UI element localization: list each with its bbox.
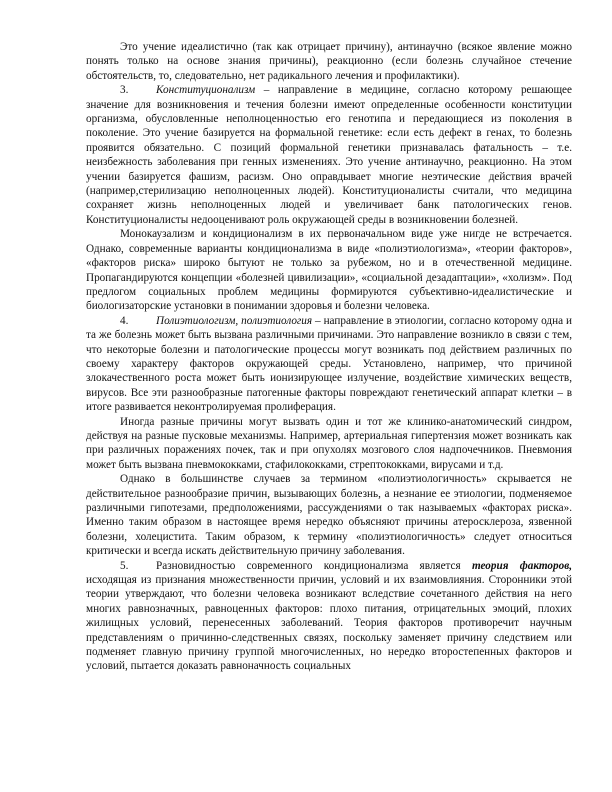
paragraph-text: Иногда разные причины могут вызвать один и тот же клинико-анатомический синдром, действуя на разные пусковые механизмы. Например, артериальная гипертензия может возникать как при различных поражениях почек, так и при опухолях мозгового слоя надпочечников. Пневмония может быть вызвана пневмококками, стафилококками, стрептококками, вирусами и т.д. xyxy=(86,415,572,471)
paragraph-text: – направление в медицине, согласно которому решающее значение для возникновения и течения болезни имеют определенные особенности конституции организма, обусловленные неполноценностью его генотипа и передающиеся из поколения в поколение. Это учение базируется на формальной генетике: если есть дефект в генах, то болезнь проявится обязательно. С позиций формальной генетики признавалась фатальность – т.е. неизбежность заболевания при генных изменениях. Это учение антинаучно, реакционно. На этом учении базируется фашизм, расизм. Оно оправдывает многие неэтические действия врачей (например,стерилизацию неполноценных людей). Конституционалисты считали, что медицина сохраняет жизнь неполноценных людей и увеличивает банк патологических генов. Конституционалисты недооценивают роль окружающей среды в возникновении болезней. xyxy=(86,84,572,226)
paragraph xyxy=(86,415,572,473)
item-number: 4. xyxy=(120,314,129,327)
paragraph-text: Монокаузализм и кондиционализм в их первоначальном виде уже нигде не встречается. Однако, современные варианты кондиционализма в виде «полиэтиологизма», «теории факторов», «факторов риска» широко бытуют не только за рубежом, но и в отечественной медицине. Пропагандируются концепции «болезней цивилизации», «социальной дезадаптации», «холизм». Под предлогом социальных проблем медицины формируются субъективно-идеалистические и биологизаторские установки в понимании здоровья и болезни человека. xyxy=(86,228,572,313)
term-italic: Конституционализм xyxy=(156,84,256,97)
paragraph-numbered xyxy=(86,83,572,227)
paragraph-text: Это учение идеалистично (так как отрицает причину), антинаучно (всякое явление можно понять только на основе знания причины), реакционно (если болезнь случайное стечение обстоятельств, то, следовательно, нет радикального лечения и профилактики). xyxy=(86,41,572,82)
item-number: 3. xyxy=(120,84,129,97)
paragraph-numbered xyxy=(86,559,572,674)
paragraph xyxy=(86,472,572,558)
item-number: 5. xyxy=(120,559,129,572)
paragraph-text: – направление в этиологии, согласно которому одна и та же болезнь может быть вызвана различными причинами. Это направление возникло в связи с тем, что некоторые болезни и патологические процессы могут возникать под действием различных по своему характеру факторов окружающей среды. Установлено, например, что причиной злокачественного роста может быть ионизирующее излучение, воздействие химических веществ, вирусов. Все эти разнообразные патогенные факторы повреждают генетический аппарат клетки – в итоге развивается неконтролируемая пролиферация. xyxy=(86,314,572,414)
document-page xyxy=(86,40,572,674)
paragraph-text: Однако в большинстве случаев за термином «полиэтиологичность» скрывается не действительное разнообразие причин, вызывающих болезнь, а незнание ее этиологии, подменяемое различными гипотезами, предположениями, рассуждениями о так называемых «факторах риска». Именно таким образом в настоящее время нередко объясняют причины атеросклероза, язвенной болезни, холецистита. Таким образом, к термину «полиэтиологичность» следует относиться критически и всегда искать действительную причину заболевания. xyxy=(86,473,572,558)
paragraph xyxy=(86,40,572,83)
paragraph-numbered xyxy=(86,314,572,415)
term-bold-italic: теория факторов, xyxy=(471,559,572,572)
paragraph-text-tail: исходящая из признания множественности причин, условий и их взаимовлияния. Сторонники этой теории утверждают, что болезни человека возникают вследствие сочетанного действия на него многих равнозначных, равноценных факторов: плохо питания, отрицательных эмоций, плохих жилищных условий, перенесенных заболеваний. Теория факторов противоречит научным представлениям о причинно-следственных связях, поскольку заменяет причину следствием или подменяет главную причину группой многочисленных, но нередко второстепенных факторов и условий, пытается доказать равноначность социальных xyxy=(86,574,572,673)
term-italic: Полиэтиологизм, полиэтиология xyxy=(156,314,313,327)
paragraph-text: Разновидностью современного кондиционализма является xyxy=(156,559,472,572)
paragraph xyxy=(86,227,572,313)
